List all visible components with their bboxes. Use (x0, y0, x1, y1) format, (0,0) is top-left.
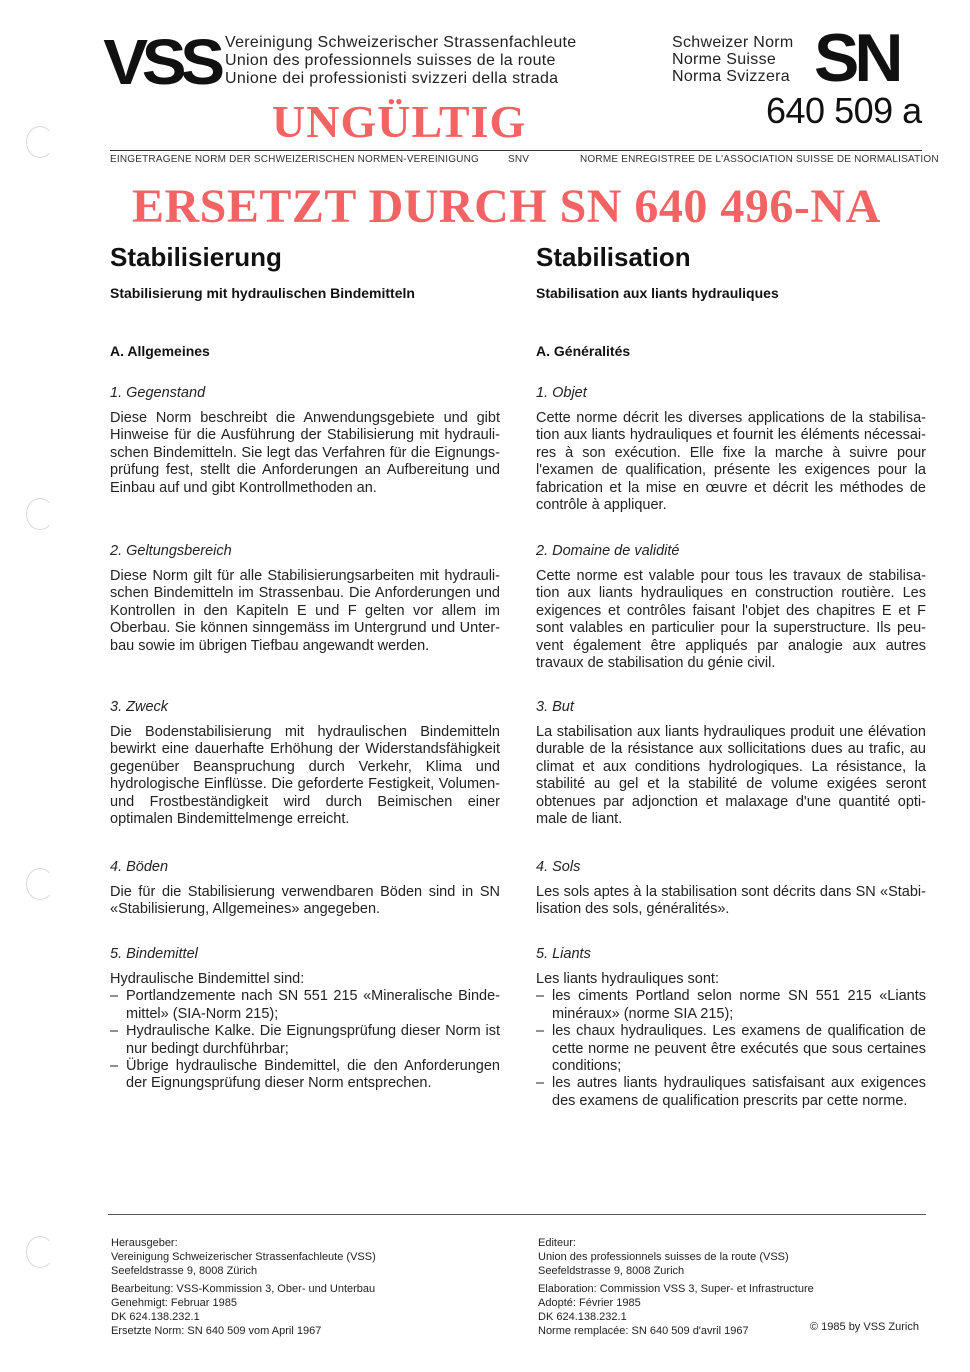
page-title: Stabilisierung (110, 242, 282, 272)
clause-text: La stabilisation aux liants hydrauliques produit une élévation durable de la résistance aux sollicitations dues au trafic, au climat et aux conditions hydrologiques. La résistance, la stabilité au gel et la stabilité de volume exigées seront obtenues par adjonction et malaxage d'une quantité optimale de liant. (536, 724, 926, 828)
replaced-by-stamp: ERSETZT DURCH SN 640 496-NA (132, 180, 881, 233)
clause-heading: 3. Zweck (110, 699, 169, 715)
clause-5-fr (536, 945, 926, 1110)
clause-heading: 5. Liants (536, 946, 591, 962)
list-item: – Hydraulische Kalke. Die Eignungsprüfung dieser Norm ist nur bedingt durchführbar; (110, 1023, 500, 1058)
list-item: – Übrige hydraulische Bindemittel, die den Anforderungen der Eignungsprüfung dieser Norm entsprechen. (110, 1058, 500, 1093)
norm-name-de: Schweizer Norm (672, 34, 794, 51)
clause-3 (110, 698, 500, 828)
clause-text: Diese Norm beschreibt die Anwendungsgebiete und gibt Hinweise für die Ausführung der Stabilisierung mit hydraulischen Bindemitteln. Sie legt das Verfahren für die Eignungsprüfung fest, stellt die Anforderungen an Aufbereitung und Einbau auf und gibt Kontrollmethoden an. (110, 410, 500, 496)
clause-heading: 4. Böden (110, 859, 169, 875)
page-subtitle: Stabilisierung mit hydraulischen Bindemitteln (110, 285, 415, 301)
vss-logo: VSS (103, 26, 219, 98)
clause-4 (110, 858, 500, 919)
registered-norm-abbr: SNV (508, 154, 530, 165)
section-heading: A. Allgemeines (110, 343, 210, 359)
footer-publisher-de (111, 1236, 376, 1338)
clause-text: Die für die Stabilisierung verwendbaren Böden sind in SN «Stabilisierung, Allgemeines» angegeben. (110, 884, 500, 918)
clause-heading: 2. Domaine de validité (536, 543, 680, 559)
list-item: – Portlandzemente nach SN 551 215 «Mineralische Bindemittel» (SIA-Norm 215); (110, 988, 500, 1023)
page-subtitle-fr: Stabilisation aux liants hydrauliques (536, 285, 779, 301)
german-column (110, 242, 500, 1092)
footer-rule (108, 1214, 926, 1215)
clause-intro: Hydraulische Bindemittel sind: (110, 971, 305, 987)
registered-norm-de: EINGETRAGENE NORM DER SCHWEIZERISCHEN NORMEN-VEREINIGUNG (110, 154, 480, 165)
binder-list (110, 988, 500, 1092)
clause-2 (110, 542, 500, 655)
clause-1 (110, 384, 500, 497)
dk-number: DK 624.138.232.1 (111, 1311, 200, 1323)
clause-heading: 4. Sols (536, 859, 581, 875)
sn-logo: SN (814, 20, 899, 96)
norm-number: 640 509 a (766, 90, 922, 131)
replaced-norm: Ersetzte Norm: SN 640 509 vom April 1967 (111, 1325, 322, 1337)
norm-name-it: Norma Svizzera (672, 68, 791, 85)
norm-names (672, 34, 794, 85)
binder-hole (26, 126, 54, 158)
org-name-de: Vereinigung Schweizerischer Strassenfachleute (225, 34, 577, 51)
section-heading-fr: A. Généralités (536, 343, 631, 359)
replaced-norm: Norme remplacée: SN 640 509 d'avril 1967 (538, 1325, 749, 1337)
clause-text: Les sols aptes à la stabilisation sont décrits dans SN «Stabilisation des sols, généralités». (536, 884, 926, 918)
clause-3-fr (536, 698, 926, 828)
binder-hole (26, 1236, 54, 1268)
clause-5 (110, 945, 500, 1093)
binder-hole (26, 868, 54, 900)
clause-intro: Les liants hydrauliques sont: (536, 971, 719, 987)
approval-date: Genehmigt: Februar 1985 (111, 1297, 237, 1309)
binder-list-fr (536, 988, 926, 1110)
dk-number: DK 624.138.232.1 (538, 1311, 627, 1323)
clause-1-fr (536, 384, 926, 514)
french-column (536, 242, 926, 1109)
org-name-it: Unione dei professionisti svizzeri della strada (225, 70, 559, 87)
editing-info: Bearbeitung: VSS-Kommission 3, Ober- und Unterbau (111, 1283, 376, 1295)
clause-text: Cette norme est valable pour tous les travaux de stabilisation aux liants hydrauliques en construction routière. Les exigences et contrôles faisant l'objet des chapitres E et F sont valables en particulier pour la superstructure. Ils peuvent également être appliqués par analogie aux autres travaux de stabilisation du génie civil. (536, 568, 926, 672)
clause-heading: 1. Gegenstand (110, 385, 206, 401)
organization-names (225, 34, 576, 88)
binder-hole (26, 498, 54, 530)
clause-heading: 5. Bindemittel (110, 946, 198, 962)
editing-info: Elaboration: Commission VSS 3, Super- et Infrastructure (538, 1283, 814, 1295)
clause-text: Diese Norm gilt für alle Stabilisierungsarbeiten mit hydraulischen Bindemitteln im Strassenbau. Die Anforderungen und Kontrollen in den Kapiteln E und F gelten vor allem im Oberbau. Sie können sinngemäss im Untergrund und Unterbau sowie im übrigen Tiefbau angewandt werden. (110, 568, 500, 654)
norm-name-fr: Norme Suisse (672, 51, 777, 68)
org-name-fr: Union des professionnels suisses de la route (225, 52, 556, 69)
publisher-address: Seefeldstrasse 9, 8008 Zürich (111, 1265, 258, 1277)
publisher-name: Vereinigung Schweizerischer Strassenfachleute (VSS) (111, 1251, 376, 1263)
clause-text: Cette norme décrit les diverses applications de la stabilisation aux liants hydrauliques et fournit les éléments nécessaires à son exécution. Elle fixe la marche à suivre pour l'examen de qualification, présente les exigences pour la fabrication et la mise en œuvre et décrit les méthodes de contrôle à appliquer. (536, 410, 926, 514)
page-title-fr: Stabilisation (536, 242, 691, 272)
clause-heading: 2. Geltungsbereich (110, 543, 232, 559)
approval-date: Adopté: Février 1985 (538, 1297, 641, 1309)
footer-publisher-fr (538, 1236, 814, 1338)
header-rule (110, 150, 922, 151)
clause-4-fr (536, 858, 926, 919)
copyright: © 1985 by VSS Zurich (810, 1321, 919, 1333)
clause-heading: 3. But (536, 699, 574, 715)
clause-text: Die Bodenstabilisierung mit hydraulischen Bindemitteln bewirkt eine dauerhafte Erhöhung der Widerstandsfähigkeit gegenüber Beanspruchung durch Verkehr, Klima und hydrologische Einflüsse. Die geforderte Festigkeit, Volumen- und Frostbeständigkeit wird durch Beimischen einer optimalen Bindemittelmenge erreicht. (110, 724, 500, 828)
list-item: – les ciments Portland selon norme SN 551 215 «Liants minéraux» (norme SIA 215); (536, 988, 926, 1023)
publisher-address: Seefeldstrasse 9, 8008 Zurich (538, 1265, 685, 1277)
clause-2-fr (536, 542, 926, 672)
clause-heading: 1. Objet (536, 385, 587, 401)
publisher-name: Union des professionnels suisses de la route (VSS) (538, 1251, 789, 1263)
registered-norm-fr: NORME ENREGISTREE DE L'ASSOCIATION SUISSE DE NORMALISATION (580, 154, 939, 165)
publisher-label: Herausgeber: (111, 1237, 178, 1249)
publisher-label: Editeur: (538, 1237, 576, 1249)
list-item: – les chaux hydrauliques. Les examens de qualification de cette norme ne peuvent être exécutés que sous certaines conditions; (536, 1023, 926, 1075)
invalid-stamp: UNGÜLTIG (272, 96, 527, 147)
list-item: – les autres liants hydrauliques satisfaisant aux exigences des examens de qualification prescrits par cette norme. (536, 1075, 926, 1110)
